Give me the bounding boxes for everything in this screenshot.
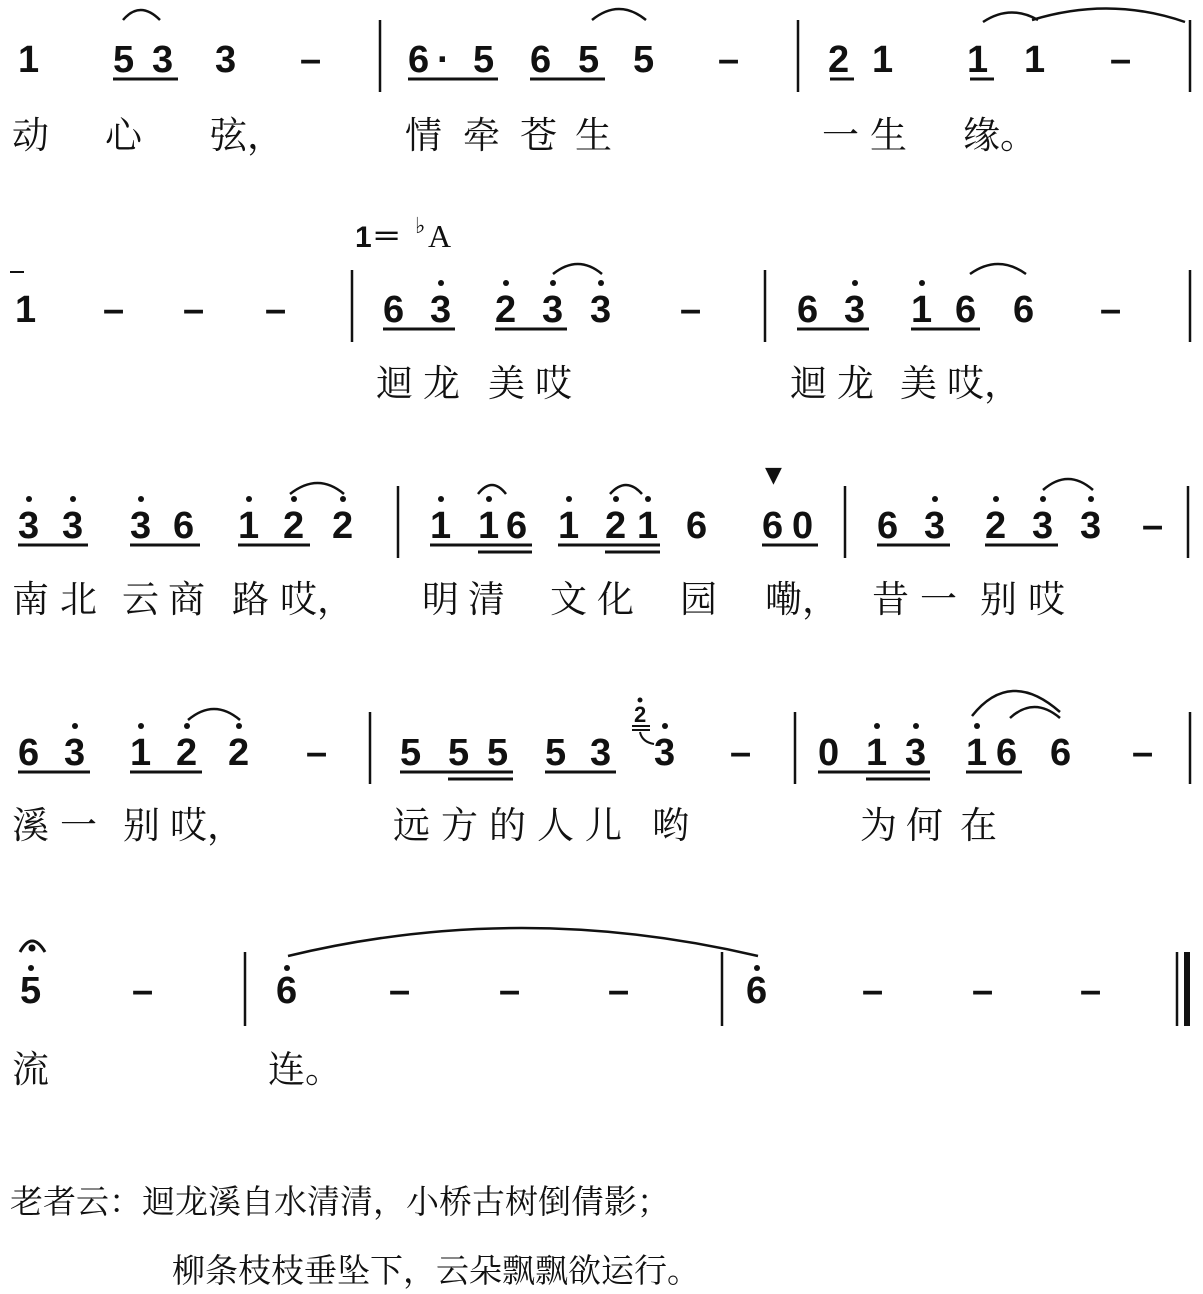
lyric: 哎， xyxy=(947,362,1021,405)
lyric: 迴 xyxy=(376,362,413,405)
note: 3 xyxy=(64,732,86,774)
lyric: 哎 xyxy=(1028,578,1065,621)
lyric: 别 xyxy=(980,578,1017,621)
lyric: 情 xyxy=(405,114,442,157)
dash: – xyxy=(183,289,205,331)
lyric: 明 xyxy=(422,578,459,621)
lyric: 生 xyxy=(575,114,612,157)
dash: – xyxy=(680,289,702,331)
lyric: 别 xyxy=(123,804,160,847)
lyric: 园 xyxy=(680,578,717,621)
lyric: 清 xyxy=(468,578,505,621)
note: 3 xyxy=(924,505,946,547)
note: 1 xyxy=(18,39,40,81)
note: 1 xyxy=(637,505,659,547)
note: 1 xyxy=(478,505,500,547)
dot: · xyxy=(437,39,450,81)
note: 6 xyxy=(506,505,528,547)
note: 3 xyxy=(844,289,866,331)
dash: – xyxy=(300,39,322,81)
note: 6 xyxy=(762,505,784,547)
note: 3 xyxy=(152,39,174,81)
lyric: 动 xyxy=(12,114,49,157)
note: 6 xyxy=(1050,732,1072,774)
note: 5 xyxy=(473,39,495,81)
note: 3 xyxy=(215,39,237,81)
note: 0 xyxy=(818,732,840,774)
lyric: 牵 xyxy=(463,114,500,157)
lyric: 一 xyxy=(822,114,859,157)
narration xyxy=(10,1182,700,1290)
note: 1 xyxy=(15,289,37,331)
dash: – xyxy=(1080,970,1102,1012)
system-2 xyxy=(10,264,1190,405)
lyric: 苍 xyxy=(520,114,557,157)
lyric: 南 xyxy=(12,578,49,621)
lyric: 缘。 xyxy=(963,114,1037,157)
lyric: 哎， xyxy=(280,578,354,621)
lyric: 美 xyxy=(900,362,937,405)
svg-text:1＝: 1＝ xyxy=(355,221,402,254)
note: 3 xyxy=(1032,505,1054,547)
note: 2 xyxy=(283,505,305,547)
note: 5 xyxy=(487,732,509,774)
lyric: 商 xyxy=(168,578,205,621)
dash: – xyxy=(499,970,521,1012)
note: 6 xyxy=(530,39,552,81)
lyric: 心 xyxy=(105,114,142,157)
note: 2 xyxy=(332,505,354,547)
system-1 xyxy=(12,8,1190,157)
dash: – xyxy=(306,732,328,774)
dash: – xyxy=(862,970,884,1012)
note: 5 xyxy=(113,39,135,81)
note: 5 xyxy=(545,732,567,774)
key-signature-change xyxy=(355,213,451,254)
lyric: 哎 xyxy=(535,362,572,405)
note: 5 xyxy=(578,39,600,81)
note: 1 xyxy=(872,39,894,81)
note: 0 xyxy=(792,505,814,547)
lyric: 一 xyxy=(60,804,97,847)
lyric: 在 xyxy=(960,804,997,847)
tie xyxy=(288,928,758,956)
note: 6 xyxy=(173,505,195,547)
note: 1 xyxy=(967,39,989,81)
lyric: 人 xyxy=(537,804,574,847)
note: 5 xyxy=(400,732,422,774)
note: 2 xyxy=(985,505,1007,547)
lyric: 文 xyxy=(550,578,587,621)
narration-line-2: 柳条枝枝垂坠下，云朵飘飘欲运行。 xyxy=(172,1251,700,1290)
lyric: 化 xyxy=(597,578,634,621)
lyric: 为 xyxy=(860,804,897,847)
note: 3 xyxy=(905,732,927,774)
note: 3 xyxy=(1080,505,1102,547)
dash: – xyxy=(132,970,154,1012)
dash: – xyxy=(389,970,411,1012)
note: 2 xyxy=(176,732,198,774)
note: 1 xyxy=(911,289,933,331)
note: 6 xyxy=(18,732,40,774)
note: 2 xyxy=(228,732,250,774)
note: 5 xyxy=(20,970,42,1012)
note: 3 xyxy=(130,505,152,547)
lyric: 一 xyxy=(920,578,957,621)
dash: – xyxy=(103,289,125,331)
lyric: 哟 xyxy=(652,804,689,847)
note: 1 xyxy=(558,505,580,547)
note: 2 xyxy=(605,505,627,547)
lyric: 龙 xyxy=(423,362,460,405)
note: 6 xyxy=(1013,289,1035,331)
lyric: 的 xyxy=(489,804,526,847)
lyric: 远 xyxy=(393,804,430,847)
system-4 xyxy=(12,691,1190,847)
note: 6 xyxy=(686,505,708,547)
note: 6 xyxy=(408,39,430,81)
lyric: 美 xyxy=(488,362,525,405)
lyric: 生 xyxy=(870,114,907,157)
note: 6 xyxy=(877,505,899,547)
dash: – xyxy=(1110,39,1132,81)
lyric: 路 xyxy=(232,578,269,621)
lyric: 何 xyxy=(906,804,943,847)
lyric: 连。 xyxy=(268,1048,342,1091)
note: 3 xyxy=(430,289,452,331)
system-3 xyxy=(12,463,1188,621)
svg-text:♭: ♭ xyxy=(415,213,426,238)
note: 6 xyxy=(996,732,1018,774)
dash: – xyxy=(718,39,740,81)
note: 6 xyxy=(276,970,298,1012)
note: 6 xyxy=(746,970,768,1012)
system-5 xyxy=(12,928,1187,1091)
note: 2 xyxy=(495,289,517,331)
svg-text:A: A xyxy=(428,218,452,254)
note: 1 xyxy=(866,732,888,774)
note: 1 xyxy=(130,732,152,774)
narration-line-1: 老者云：迴龙溪自水清清，小桥古树倒倩影； xyxy=(10,1182,670,1221)
note: 5 xyxy=(448,732,470,774)
note: 6 xyxy=(955,289,977,331)
lyric: 昔 xyxy=(872,578,909,621)
note: 3 xyxy=(654,732,676,774)
lyric: 哎， xyxy=(170,804,244,847)
dash: – xyxy=(972,970,994,1012)
note: 3 xyxy=(590,732,612,774)
note: 3 xyxy=(590,289,612,331)
lyric: 方 xyxy=(441,804,478,847)
note: 6 xyxy=(383,289,405,331)
lyric: 流 xyxy=(12,1048,49,1091)
note: 6 xyxy=(797,289,819,331)
dash: – xyxy=(265,289,287,331)
lyric: 迴 xyxy=(790,362,827,405)
note: 5 xyxy=(633,39,655,81)
dash: – xyxy=(730,732,752,774)
note: 1 xyxy=(238,505,260,547)
lyric: 云 xyxy=(122,578,159,621)
note: 3 xyxy=(18,505,40,547)
lyric: 溪 xyxy=(12,804,49,847)
note: 1 xyxy=(966,732,988,774)
dash: – xyxy=(608,970,630,1012)
lyric: 嘞， xyxy=(765,578,839,621)
note: 2 xyxy=(828,39,850,81)
dash: – xyxy=(1100,289,1122,331)
note: 1 xyxy=(1024,39,1046,81)
note: 1 xyxy=(430,505,452,547)
lyric: 儿 xyxy=(585,804,622,847)
note: 3 xyxy=(542,289,564,331)
dash: – xyxy=(1142,505,1164,547)
lyric: 弦， xyxy=(210,114,284,157)
grace-note: 2 xyxy=(634,702,647,727)
lyric: 北 xyxy=(60,578,97,621)
lyric: 龙 xyxy=(837,362,874,405)
note: 3 xyxy=(62,505,84,547)
dash: – xyxy=(1132,732,1154,774)
breath-mark: ▼ xyxy=(765,463,782,488)
